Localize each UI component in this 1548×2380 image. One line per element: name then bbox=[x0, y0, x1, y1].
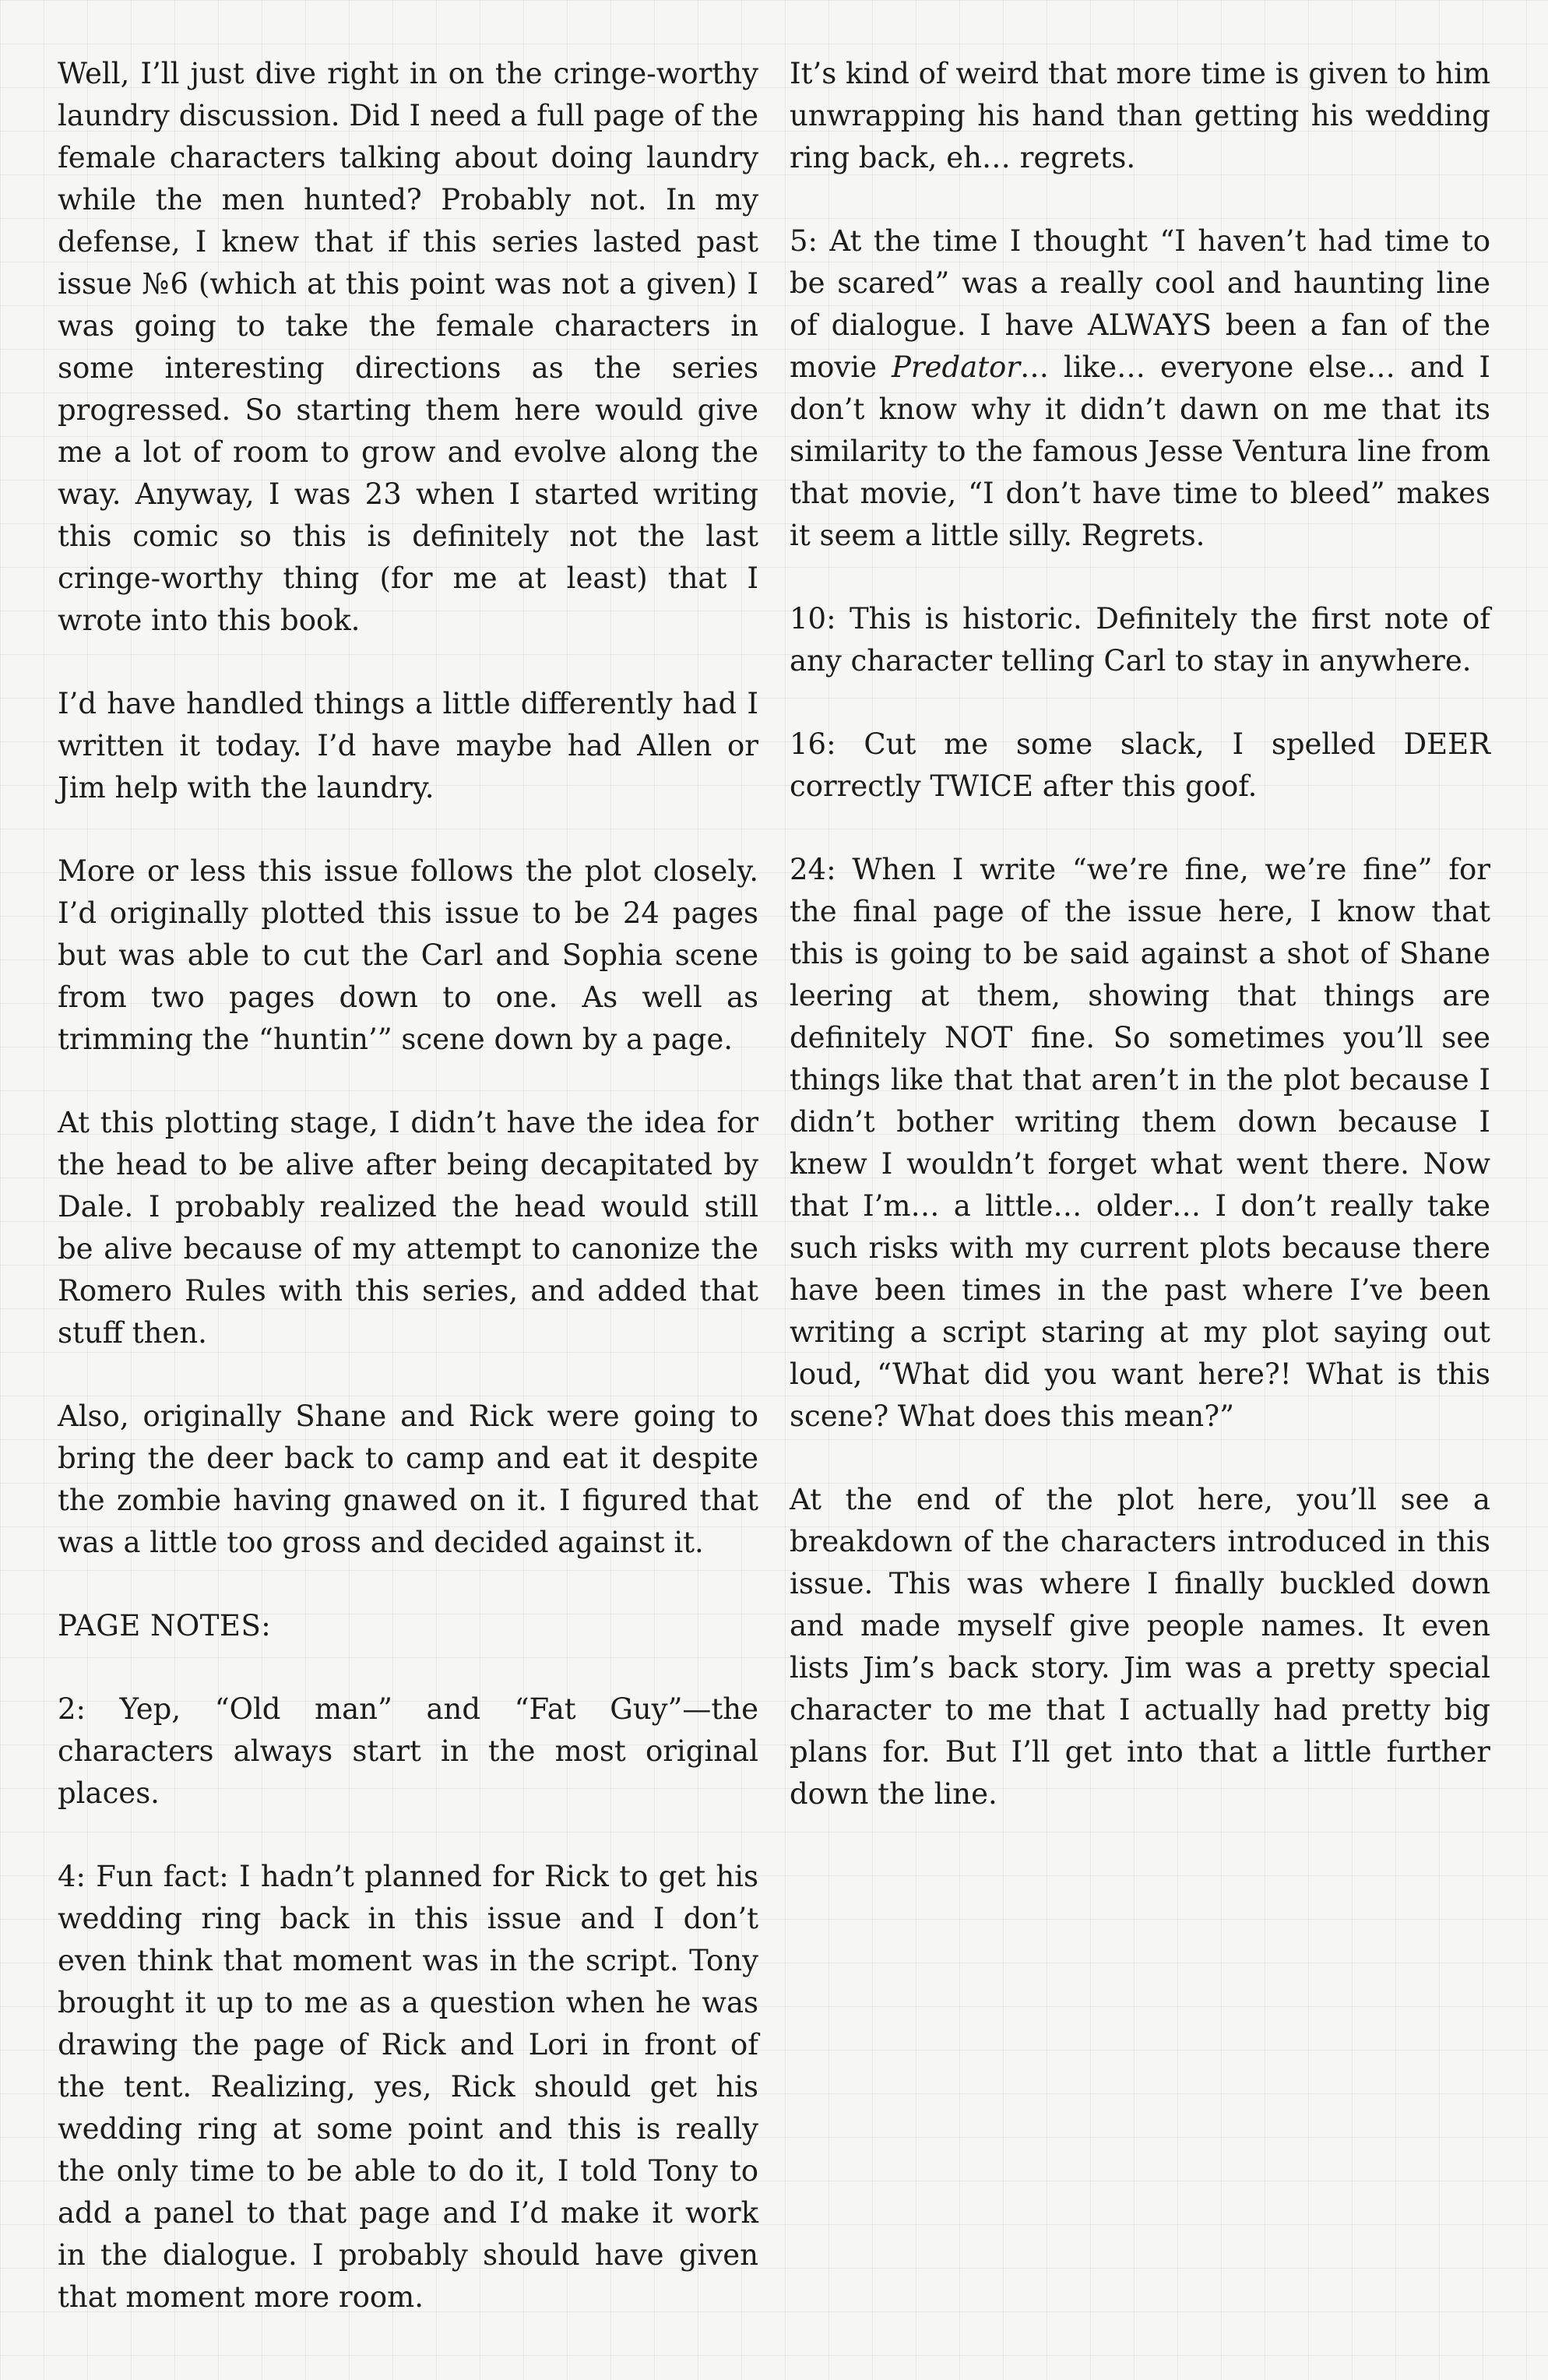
note-page-4-continued: It’s kind of weird that more time is given to him unwrapping his hand than getting his wedding ring back, eh… regrets. bbox=[790, 57, 1490, 174]
note-page-16: 16: Cut me some slack, I spelled DEER correctly TWICE after this goof. bbox=[790, 727, 1490, 803]
page-notes-heading: PAGE NOTES: bbox=[58, 1609, 272, 1642]
note-page-4: 4: Fun fact: I hadn’t planned for Rick to get his wedding ring back in this issue and I don’t even think that moment was in the script. Tony brought it up to me as a question when he was drawing the page of Rick and Lori in front of the tent. Realizing, yes, Rick should get his wedding ring at some point and this is really the only time to be able to do it, I told Tony to add a panel to that page and I’d make it work in the dialogue. I probably should have given that moment more room. bbox=[58, 1860, 758, 2314]
note-5-text-start: 5: At the time I thought “I haven’t had time to be scared” was a really cool and haunting line of dialogue. I have ALWAYS been a fan of the movie bbox=[790, 224, 1490, 384]
paragraph-laundry: Well, I’ll just dive right in on the cringe-worthy laundry discussion. Did I need a full page of the female characters talking about doing laundry while the men hunted? Probably not. In my defense, I knew that if this series lasted past issue №6 (which at this point was not a given) I was going to take the female characters in some interesting directions as the series progressed. So starting them here would give me a lot of room to grow and evolve along the way. Anyway, I was 23 when I started writing this comic so this is definitely not the last cringe-worthy thing (for me at least) that I wrote into this book. bbox=[58, 57, 758, 637]
paragraph-deer: Also, originally Shane and Rick were going to bring the deer back to camp and eat it despite the zombie having gnawed on it. I figured that was a little too gross and decided against it. bbox=[58, 1399, 758, 1559]
paragraph-plot-follows: More or less this issue follows the plot closely. I’d originally plotted this issue to be 24 pages but was able to cut the Carl and Sophia scene from two pages down to one. As well as trimming the “huntin’” scene down by a page. bbox=[58, 854, 758, 1056]
note-page-24: 24: When I write “we’re fine, we’re fine” for the final page of the issue here, I know that this is going to be said against a shot of Shane leering at them, showing that things are definitely NOT fine. So sometimes you’ll see things like that that aren’t in the plot because I didn’t bother writing them down because I knew I wouldn’t forget what went there. Now that I’m… a little… older… I don’t really take such risks with my current plots because there have been times in the past where I’ve been writing a script staring at my plot saying out loud, “What did you want here?! What is this scene? What does this mean?” bbox=[790, 853, 1490, 1433]
note-page-5 bbox=[790, 220, 1490, 557]
letters-page bbox=[58, 53, 1490, 2343]
paragraph-character-breakdown: At the end of the plot here, you’ll see a breakdown of the characters introduced in this issue. This was where I finally buckled down and made myself give people names. It even lists Jim’s back story. Jim was a pretty special character to me that I actually had pretty big plans for. But I’ll get into that a little further down the line. bbox=[790, 1483, 1490, 1811]
paragraph-plotting-stage: At this plotting stage, I didn’t have the idea for the head to be alive after being decapitated by Dale. I probably realized the head would still be alive because of my attempt to canonize the Romero Rules with this series, and added that stuff then. bbox=[58, 1106, 758, 1350]
left-column bbox=[58, 53, 758, 2343]
note-page-2: 2: Yep, “Old man” and “Fat Guy”—the characters always start in the most original places. bbox=[58, 1692, 758, 1810]
movie-title: Predator bbox=[891, 350, 1021, 384]
right-column bbox=[790, 53, 1490, 2343]
paragraph-handled-differently: I’d have handled things a little differently had I written it today. I’d have maybe had Allen or Jim help with the laundry. bbox=[58, 687, 758, 804]
note-5-text-end: … like… everyone else… and I don’t know why it didn’t dawn on me that its similarity to the famous Jesse Ventura line from that movie, “I don’t have time to bleed” makes it seem a little silly. Regrets. bbox=[790, 350, 1490, 552]
note-page-10: 10: This is historic. Definitely the first note of any character telling Carl to stay in anywhere. bbox=[790, 602, 1490, 678]
